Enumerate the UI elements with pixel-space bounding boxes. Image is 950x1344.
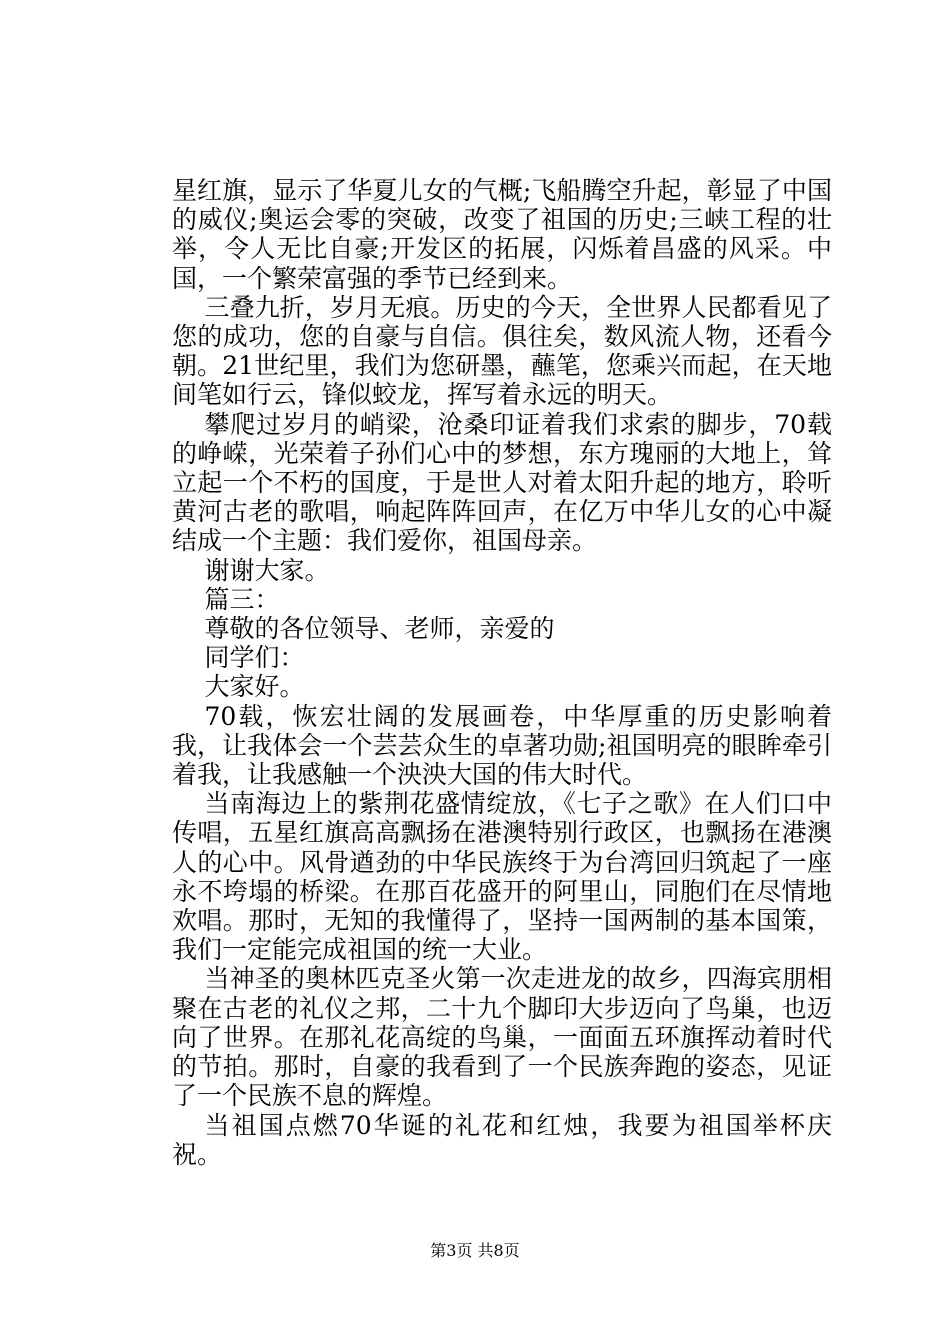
paragraph: 三叠九折，岁月无痕。历史的今天，全世界人民都看见了您的成功，您的自豪与自信。俱往矣，数风流人物，还看今朝。21世纪里，我们为您研墨，蘸笔，您乘兴而起，在天地间笔如行云，锋似蛟龙，挥写着永远的明天。 [172, 292, 832, 410]
closing-line: 谢谢大家。 [204, 555, 330, 585]
paragraph: 当神圣的奥林匹克圣火第一次走进龙的故乡，四海宾朋相聚在古老的礼仪之邦，二十九个脚印大步迈向了鸟巢，也迈向了世界。在那礼花高绽的鸟巢，一面面五环旗挥动着时代的节拍。那时，自豪的我看到了一个民族奔跑的姿态，见证了一个民族不息的辉煌。 [172, 964, 832, 1111]
salutation-line: 尊敬的各位领导、老师，亲爱的 [204, 614, 555, 644]
paragraph: 当南海边上的紫荆花盛情绽放，《七子之歌》在人们口中传唱，五星红旗高高飘扬在港澳特别行政区，也飘扬在港澳人的心中。风骨遒劲的中华民族终于为台湾回归筑起了一座永不垮塌的桥梁。在那百花盛开的阿里山，同胞们在尽情地欢唱。那时，无知的我懂得了，坚持一国两制的基本国策，我们一定能完成祖国的统一大业。 [172, 789, 832, 965]
page-number: 第3页 共8页 [430, 1241, 520, 1260]
paragraph: 当祖国点燃70华诞的礼花和红烛，我要为祖国举杯庆祝。 [172, 1110, 832, 1169]
paragraph: 70载，恢宏壮阔的发展画卷，中华厚重的历史影响着我，让我体会一个芸芸众生的卓著功勋;祖国明亮的眼眸牵引着我，让我感触一个泱泱大国的伟大时代。 [172, 701, 832, 790]
section-heading: 篇三： [204, 584, 280, 614]
document-body [172, 176, 832, 1169]
salutation-line: 同学们： [204, 643, 305, 673]
paragraph-continued: 星红旗，显示了华夏儿女的气概;飞船腾空升起，彰显了中国的威仪;奥运会零的突破，改变了祖国的历史;三峡工程的壮举，令人无比自豪;开发区的拓展，闪烁着昌盛的风采。中国，一个繁荣富强的季节已经到来。 [172, 176, 832, 293]
greeting-line: 大家好。 [204, 672, 305, 702]
paragraph: 攀爬过岁月的峭梁，沧桑印证着我们求索的脚步，70载的峥嵘，光荣着子孙们心中的梦想，东方瑰丽的大地上，耸立起一个不朽的国度，于是世人对着太阳升起的地方，聆听黄河古老的歌唱，响起阵阵回声，在亿万中华儿女的心中凝结成一个主题：我们爱你，祖国母亲。 [172, 409, 832, 556]
